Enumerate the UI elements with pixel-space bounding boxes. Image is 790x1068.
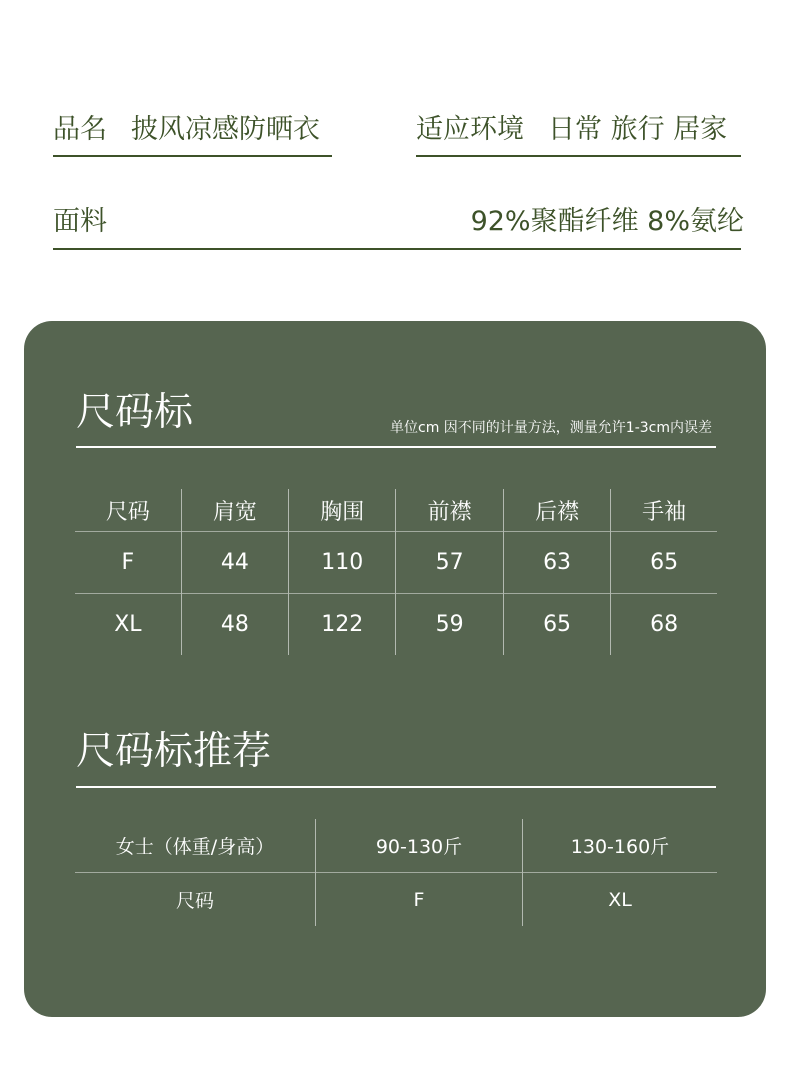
table-row [75, 532, 717, 594]
table-cell: F [316, 873, 523, 927]
table-row [75, 594, 717, 656]
header-cell: 后襟 [503, 489, 610, 532]
recommendation-rule [76, 786, 716, 788]
environment-label: 适应环境 [416, 114, 524, 145]
header-cell: 前襟 [396, 489, 503, 532]
table-cell: 59 [396, 594, 503, 656]
table-cell: 48 [181, 594, 288, 656]
product-name-label: 品名 [53, 114, 107, 145]
environment-value: 日常 旅行 居家 [548, 114, 728, 145]
header-cell: 肩宽 [181, 489, 288, 532]
header-cell: 胸围 [289, 489, 396, 532]
environment-underline [416, 155, 741, 157]
size-chart-table [75, 489, 717, 655]
table-cell: 130-160斤 [523, 819, 718, 873]
header-cell: 尺码 [105, 499, 150, 525]
table-cell: F [75, 532, 181, 594]
table-row [75, 819, 717, 873]
product-name-value: 披风凉感防晒衣 [131, 114, 320, 145]
table-header-row [75, 489, 717, 532]
environment-row [416, 116, 727, 143]
measurement-note: 单位cm 因不同的计量方法，测量允许1-3cm内误差 [390, 420, 712, 436]
recommendation-table [75, 819, 717, 926]
table-cell: 尺码 [75, 873, 316, 927]
table-cell: XL [523, 873, 718, 927]
table-cell: 63 [503, 532, 610, 594]
header-cell: 手袖 [611, 489, 717, 532]
recommendation-title: 尺码标推荐 [76, 729, 272, 774]
table-cell: 65 [611, 532, 717, 594]
table-cell: 44 [181, 532, 288, 594]
table-cell: 68 [611, 594, 717, 656]
fabric-value: 92%聚酯纤维 8%氨纶 [470, 206, 744, 237]
product-name-row [53, 116, 320, 143]
size-chart-rule [76, 446, 716, 448]
table-cell: 57 [396, 532, 503, 594]
size-chart-title: 尺码标 [76, 390, 194, 435]
size-panel [24, 321, 766, 1017]
table-cell: 女士（体重/身高） [115, 836, 275, 858]
table-cell: 122 [289, 594, 396, 656]
table-cell: 90-130斤 [316, 819, 523, 873]
table-cell: 110 [289, 532, 396, 594]
table-cell: XL [75, 594, 181, 656]
fabric-underline [53, 248, 741, 250]
fabric-label: 面料 [53, 206, 107, 237]
table-row [75, 873, 717, 927]
product-name-underline [53, 155, 332, 157]
table-cell: 65 [503, 594, 610, 656]
